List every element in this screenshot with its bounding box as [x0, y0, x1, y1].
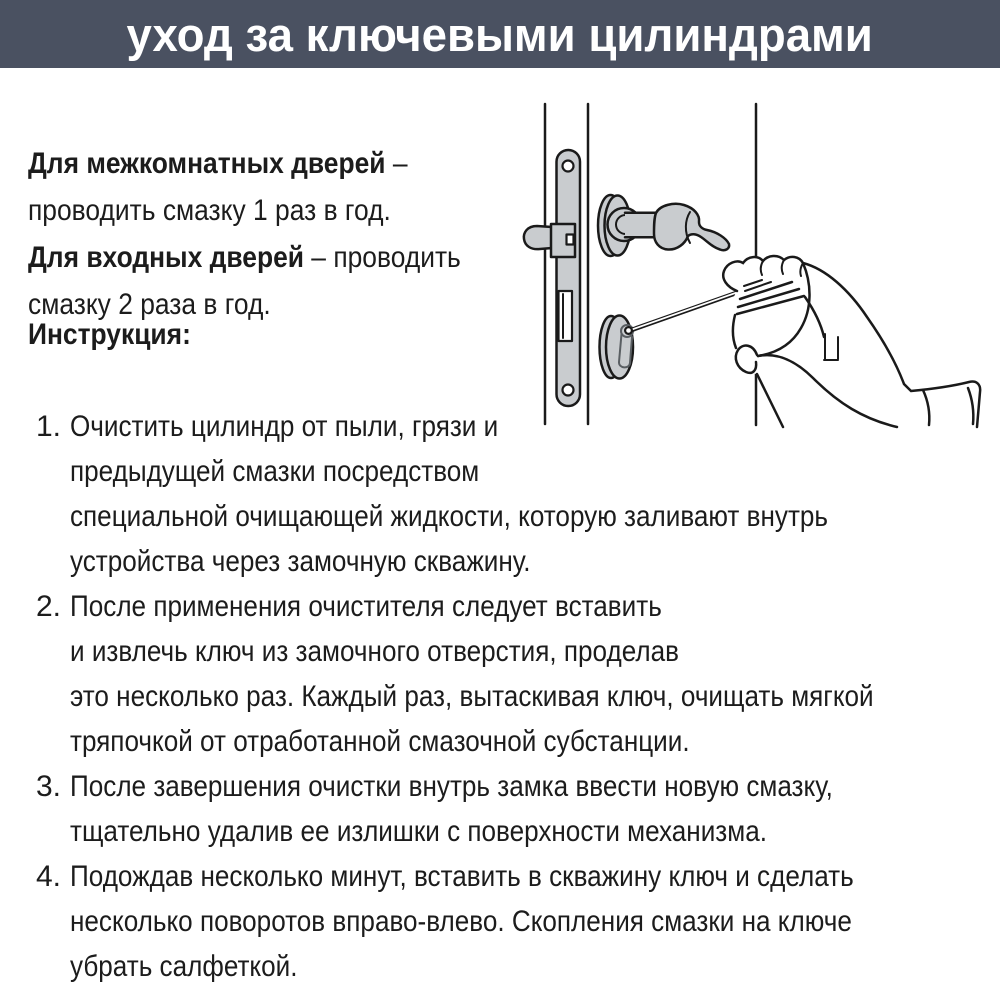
step-line: специальной очищающей жидкости, которую заливают внутрь — [70, 500, 829, 533]
instruction-step — [0, 764, 1000, 854]
intro-line: Для входных дверей – проводить — [28, 241, 461, 274]
step-line: несколько поворотов вправо-влево. Скопления смазки на ключе — [70, 905, 852, 938]
instruction-step — [0, 584, 1000, 764]
hand-silhouette — [724, 257, 979, 432]
step-number: 4. — [36, 860, 62, 893]
straw-hole-icon — [625, 327, 632, 334]
lubricant-straw — [625, 288, 749, 334]
step-line: тряпочкой от отработанной смазочной субстанции. — [70, 725, 690, 758]
keyhole-escutcheon — [600, 316, 634, 379]
hand-with-spray-can — [723, 256, 980, 432]
intro-line: смазку 2 раза в год. — [28, 288, 271, 321]
step-line: После завершения очистки внутрь замка ввести новую смазку, — [70, 770, 833, 803]
mortise-lock — [524, 150, 580, 406]
lock-faceplate — [557, 150, 581, 406]
step-number: 2. — [36, 590, 62, 623]
handle-lever — [654, 204, 729, 250]
step-line: Подождав несколько минут, вставить в скважину ключ и сделать — [70, 860, 854, 893]
step-line: предыдущей смазки посредством — [70, 455, 480, 488]
lock-body-notch — [567, 235, 574, 245]
intro-paragraph — [28, 140, 461, 328]
screw-top-icon — [563, 161, 574, 172]
latch-bolt-icon — [524, 226, 552, 249]
page-title: уход за ключевыми цилиндрами — [126, 7, 874, 61]
instruction-heading: Инструкция: — [28, 318, 191, 351]
intro-line: проводить смазку 1 раз в год. — [28, 194, 391, 227]
step-line: После применения очистителя следует вставить — [70, 590, 662, 623]
intro-line: Для межкомнатных дверей – — [28, 147, 408, 180]
step-line: и извлечь ключ из замочного отверстия, проделав — [70, 635, 679, 668]
screw-bottom-icon — [563, 385, 574, 396]
step-line: устройства через замочную скважину. — [70, 545, 531, 578]
step-number: 3. — [36, 770, 62, 803]
step-line: Очистить цилиндр от пыли, грязи и — [70, 410, 499, 443]
lock-lubrication-illustration — [500, 100, 1000, 440]
instruction-list — [0, 404, 1000, 989]
instruction-step — [0, 854, 1000, 989]
keyway-slot — [559, 291, 573, 341]
door-handle — [598, 195, 729, 256]
header-bar — [0, 0, 1000, 68]
step-line: это несколько раз. Каждый раз, вытаскивая ключ, очищать мягкой — [70, 680, 874, 713]
step-number: 1. — [36, 410, 62, 443]
step-line: тщательно удалив ее излишки с поверхности механизма. — [70, 815, 767, 848]
step-line: убрать салфеткой. — [70, 950, 298, 983]
